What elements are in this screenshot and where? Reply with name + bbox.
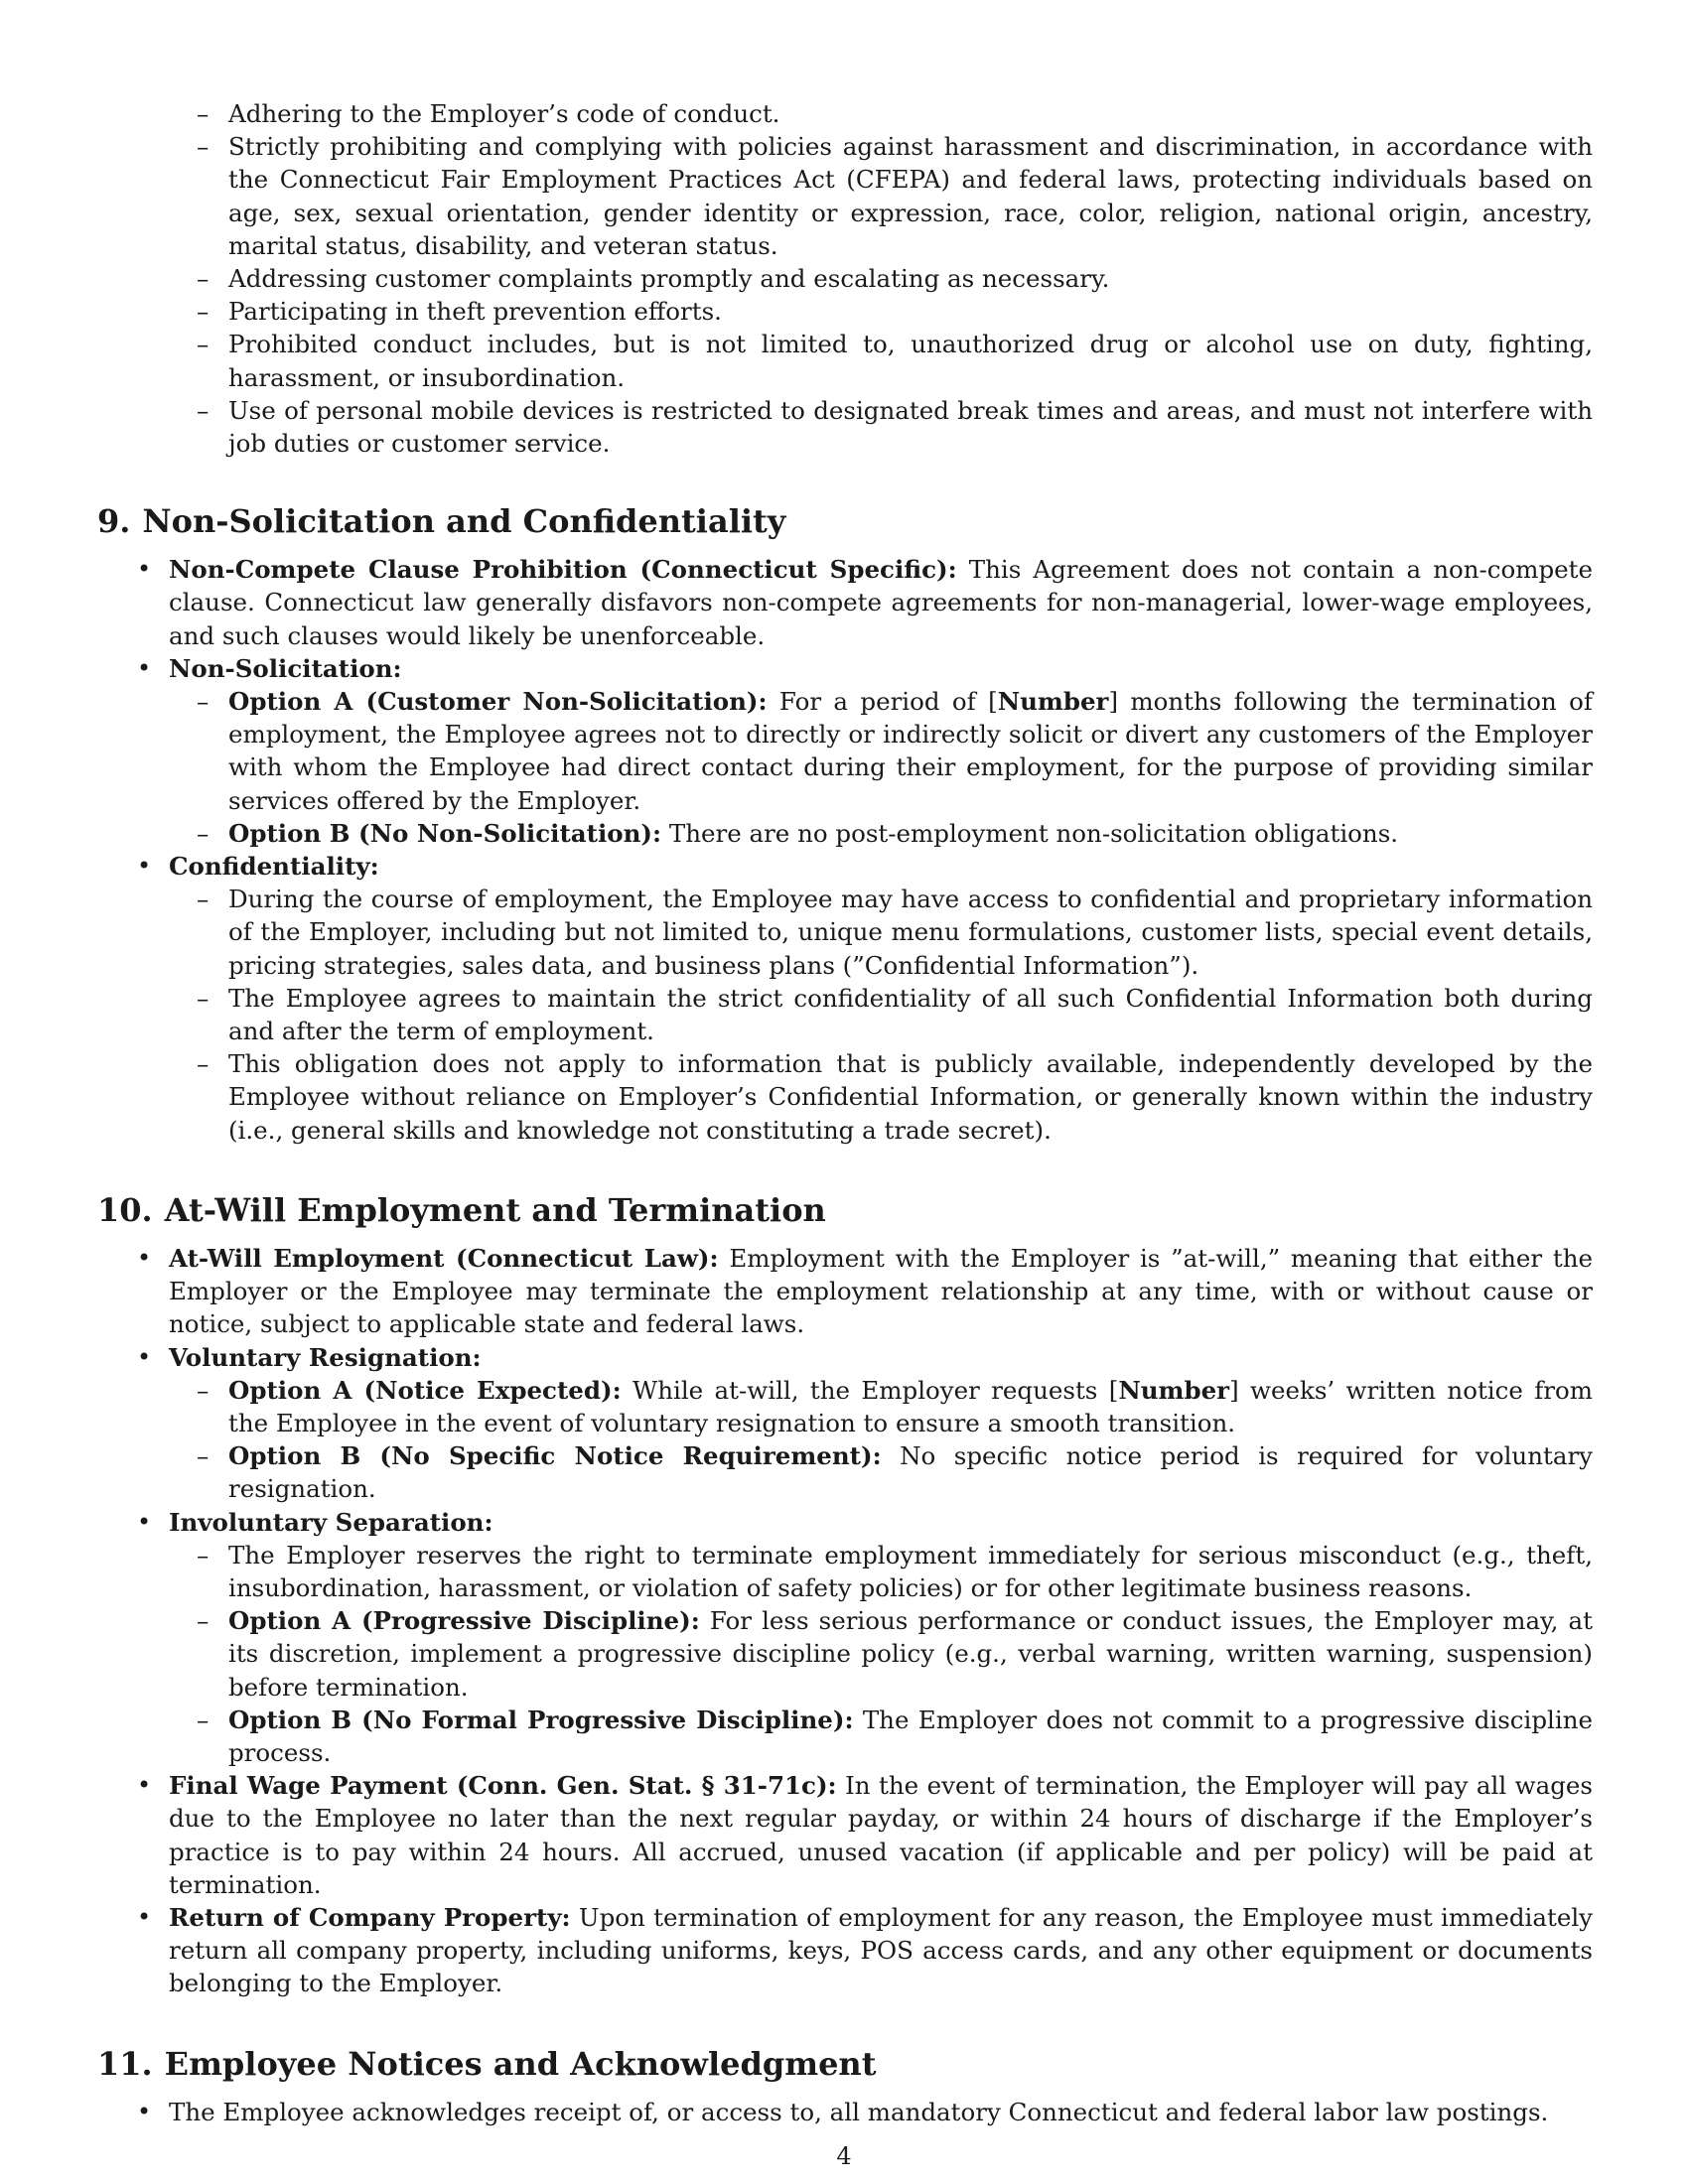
page-number: 4 <box>836 2142 852 2170</box>
dash-marker: – <box>197 1049 210 1079</box>
resignation-option-a: – Option A (Notice Expected): While at-will, the Employer requests [Number] weeks’ written notice from the Employee in the event of voluntary resignation to ensure a smooth transition. <box>197 1375 1593 1437</box>
dash-marker: – <box>197 1705 210 1734</box>
list-item: – Participating in theft prevention efforts. <box>97 295 1593 328</box>
nonsolicitation-option-b: – Option B (No Non-Solicitation): There are no post-employment non-solicitation obligations. <box>97 817 1593 850</box>
list-item: – Use of personal mobile devices is restricted to designated break times and areas, and must not interfere with job duties or customer service. <box>197 395 1593 459</box>
bullet-marker: • <box>137 1243 152 1272</box>
section-heading-11: 11. Employee Notices and Acknowledgment <box>97 2044 877 2083</box>
bullet-marker: • <box>137 1342 152 1371</box>
nonsolicitation-option-a: – Option A (Customer Non-Solicitation): For a period of [Number] months following the termination of employment, the Employee agrees not to directly or indirectly solicit or divert any customers of the Employer with whom the Employee had direct contact during their employment, for the purpose of providing similar services offered by the Employer. <box>197 687 1593 815</box>
voluntary-resignation-item: • Voluntary Resignation: <box>97 1341 1593 1374</box>
dash-marker: – <box>197 983 210 1013</box>
list-item: – Prohibited conduct includes, but is not limited to, unauthorized drug or alcohol use on duty, fighting, harassment, or insubordination. <box>197 330 1593 392</box>
confidentiality-item: • Confidentiality: <box>97 850 1593 883</box>
dash-marker: – <box>197 395 210 425</box>
dash-marker: – <box>197 687 210 717</box>
dash-marker: – <box>197 1375 210 1405</box>
separation-option-a: – Option A (Progressive Discipline): For less serious performance or conduct issues, the Employer may, at its discretion, implement a progressive discipline policy (e.g., verbal warning, written warning, suspension) before termination. <box>197 1606 1594 1702</box>
final-wage-item: • Final Wage Payment (Conn. Gen. Stat. § 31-71c): In the event of termination, the Employer will pay all wages due to the Employee no later than the next regular payday, or within 24 hours of discharge if the Employer’s practice is to pay within 24 hours. All accrued, unused vacation (if applicable and per policy) will be paid at termination. <box>137 1771 1593 1899</box>
list-item: – This obligation does not apply to information that is publicly available, independently developed by the Employee without reliance on Employer’s Confidential Information, or generally known within the industry (i.e., general skills and knowledge not constituting a trade secret). <box>197 1049 1593 1145</box>
list-item: – Adhering to the Employer’s code of conduct. <box>97 97 1593 130</box>
dash-marker: – <box>197 818 210 848</box>
dash-marker: – <box>197 297 210 327</box>
list-item: – During the course of employment, the Employee may have access to confidential and proprietary information of the Employer, including but not limited to, unique menu formulations, customer lists, special event details, pricing strategies, sales data, and business plans (”Confidential Information”). <box>197 885 1593 980</box>
bullet-marker: • <box>137 1507 152 1536</box>
separation-option-b: – Option B (No Formal Progressive Discipline): The Employer does not commit to a progressive discipline process. <box>197 1705 1593 1767</box>
resignation-option-b: – Option B (No Specific Notice Requirement): No specific notice period is required for voluntary resignation. <box>197 1441 1593 1504</box>
page-content <box>97 97 1593 2128</box>
section-heading-10: 10. At-Will Employment and Termination <box>97 1190 826 1229</box>
dash-marker: – <box>197 264 210 294</box>
dash-marker: – <box>197 885 210 914</box>
list-item: – Strictly prohibiting and complying with policies against harassment and discrimination, in accordance with the Connecticut Fair Employment Practices Act (CFEPA) and federal laws, protecting individuals based on age, sex, sexual orientation, gender identity or expression, race, color, religion, national origin, ancestry, marital status, disability, and veteran status. <box>197 132 1593 260</box>
conduct-list <box>97 97 1593 460</box>
dash-marker: – <box>197 99 210 128</box>
at-will-item: • At-Will Employment (Connecticut Law): Employment with the Employer is ”at-will,” meaning that either the Employer or the Employee may terminate the employment relationship at any time, with or without cause or notice, subject to applicable state and federal laws. <box>137 1243 1593 1339</box>
bullet-marker: • <box>137 653 152 682</box>
dash-marker: – <box>197 132 210 162</box>
list-item: – Addressing customer complaints promptly and escalating as necessary. <box>97 262 1593 295</box>
bullet-marker: • <box>137 555 152 584</box>
dash-marker: – <box>197 1606 210 1636</box>
noncompete-item: • Non-Compete Clause Prohibition (Connecticut Specific): This Agreement does not contain a non-compete clause. Connecticut law generally disfavors non-compete agreements for non-managerial, lower-wage employees, and such clauses would likely be unenforceable. <box>137 555 1594 650</box>
acknowledgment-item: • The Employee acknowledges receipt of, or access to, all mandatory Connecticut and federal labor law postings. <box>97 2096 1593 2128</box>
bullet-marker: • <box>137 1771 152 1800</box>
nonsolicitation-item: • Non-Solicitation: <box>97 652 1593 685</box>
bullet-marker: • <box>137 852 152 881</box>
bullet-marker: • <box>137 1902 152 1931</box>
section-heading-9: 9. Non-Solicitation and Confidentiality <box>97 502 786 541</box>
bullet-marker: • <box>137 2097 152 2125</box>
dash-marker: – <box>197 1441 210 1471</box>
involuntary-separation-item: • Involuntary Separation: <box>97 1506 1593 1539</box>
return-property-item: • Return of Company Property: Upon termination of employment for any reason, the Employee must immediately return all company property, including uniforms, keys, POS access cards, and any other equipment or documents belonging to the Employer. <box>137 1902 1594 1998</box>
dash-marker: – <box>197 330 210 359</box>
list-item: – The Employee agrees to maintain the strict confidentiality of all such Confidential Information both during and after the term of employment. <box>197 983 1593 1046</box>
list-item: – The Employer reserves the right to terminate employment immediately for serious misconduct (e.g., theft, insubordination, harassment, or violation of safety policies) or for other legitimate business reasons. <box>197 1540 1593 1602</box>
dash-marker: – <box>197 1540 210 1570</box>
